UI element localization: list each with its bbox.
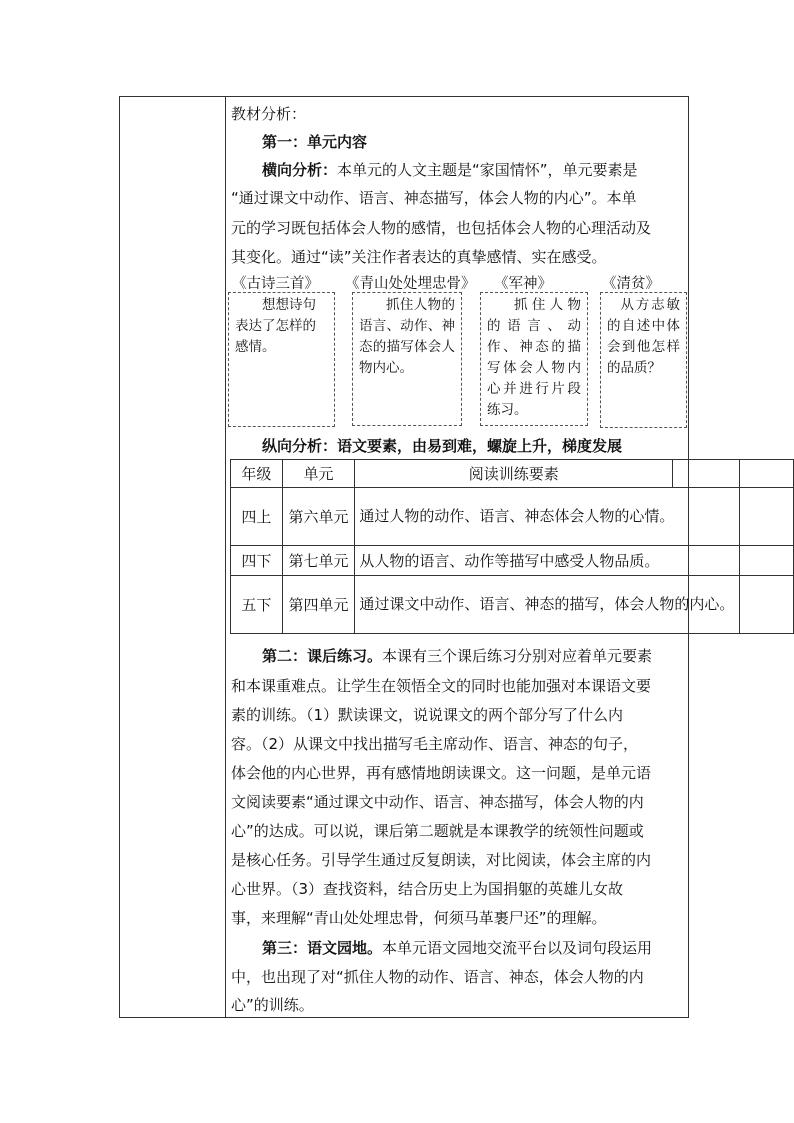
sec3-line-2: 中，也出现了对“抓住人物的动作、语言、神态，体会人物的内 (231, 968, 644, 986)
box-title-junshen: 《军神》 (494, 276, 552, 292)
header-element: 阅读训练要素 (355, 460, 673, 488)
sec2-line-7: 心”的达成。可以说，课后第二题就是本课教学的统领性问题或 (231, 822, 644, 840)
sec3-line-1: 第三：语文园地。本单元语文园地交流平台以及词句段运用 (262, 939, 653, 957)
sec2-line-3: 素的训练。（1）默读课文，说说课文的两个部分写了什么内 (231, 706, 624, 724)
box-title-gushi: 《古诗三首》 (232, 276, 319, 292)
horizontal-line-2: “通过课文中动作、语言、神态描写，体会人物的内心”。本单 (231, 189, 637, 207)
box-gushi: 想想诗句表达了怎样的感情。 (228, 292, 335, 427)
horizontal-line-3: 元的学习既包括体会人物的感情，也包括体会人物的心理活动及 (231, 219, 652, 237)
heading: 教材分析： (231, 105, 307, 123)
box-qingpin: 从方志敏的自述中体会到他怎样的品质？ (600, 292, 687, 428)
section-1-title: 第一：单元内容 (262, 133, 368, 151)
sec2-line-2: 和本课重难点。让学生在领悟全文的同时也能加强对本课语文要 (231, 677, 652, 695)
table-row: 四上 第六单元 通过人物的动作、语言、神态体会人物的心情。 (231, 488, 794, 546)
table-row: 五下 第四单元 通过课文中动作、语言、神态的描写，体会人物的内心。 (231, 576, 794, 634)
horizontal-line-4: 其变化。通过“读”关注作者表达的真挚感情、实在感受。 (231, 248, 607, 266)
empty-cell (673, 460, 740, 488)
column-divider (225, 96, 226, 1018)
empty-cell (740, 576, 794, 634)
header-unit: 单元 (282, 460, 355, 488)
sec2-line-9: 心世界。（3）查找资料，结合历史上为国捐躯的英雄儿女故 (231, 880, 624, 898)
empty-cell (740, 460, 794, 488)
table-row: 四下 第七单元 从人物的语言、动作等描写中感受人物品质。 (231, 546, 794, 576)
sec2-line-5: 体会他的内心世界，再有感情地朗读课文。这一问题，是单元语 (231, 764, 652, 782)
vertical-title: 纵向分析：语文要素，由易到难，螺旋上升，梯度发展 (262, 437, 623, 455)
sec2-line-1: 第二：课后练习。本课有三个课后练习分别对应着单元要素 (262, 647, 653, 665)
horizontal-label: 横向分析： (262, 161, 338, 179)
box-title-qingpin: 《清贫》 (602, 276, 660, 292)
sec3-line-3: 心”的训练。 (231, 996, 314, 1014)
sec2-label: 第二：课后练习。 (262, 647, 383, 665)
sec2-line-8: 是核心任务。引导学生通过反复朗读，对比阅读，体会主席的内 (231, 851, 652, 869)
sec2-line-6: 文阅读要素“通过课文中动作、语言、神态描写，体会人物的内 (231, 793, 644, 811)
sec3-label: 第三：语文园地。 (262, 939, 383, 957)
empty-cell (740, 488, 794, 546)
header-grade: 年级 (231, 460, 283, 488)
table-header-row (231, 460, 794, 488)
sec2-line-10: 事，来理解“青山处处埋忠骨，何须马革裹尸还”的理解。 (231, 909, 607, 927)
horizontal-line-1: 横向分析：本单元的人文主题是“家国情怀”，单元要素是 (262, 161, 638, 179)
sec2-line-4: 容。（2）从课文中找出描写毛主席动作、语言、神态的句子， (231, 735, 639, 753)
box-title-qingshan: 《青山处处埋忠骨》 (345, 276, 476, 292)
box-qingshan: 抓住人物的语言、动作、神态的描写体会人物内心。 (352, 292, 462, 426)
box-junshen: 抓住人物的语言、动作、神态的描写体会人物内心并进行片段练习。 (480, 292, 588, 426)
empty-cell (740, 546, 794, 576)
reading-elements-table (230, 459, 794, 634)
